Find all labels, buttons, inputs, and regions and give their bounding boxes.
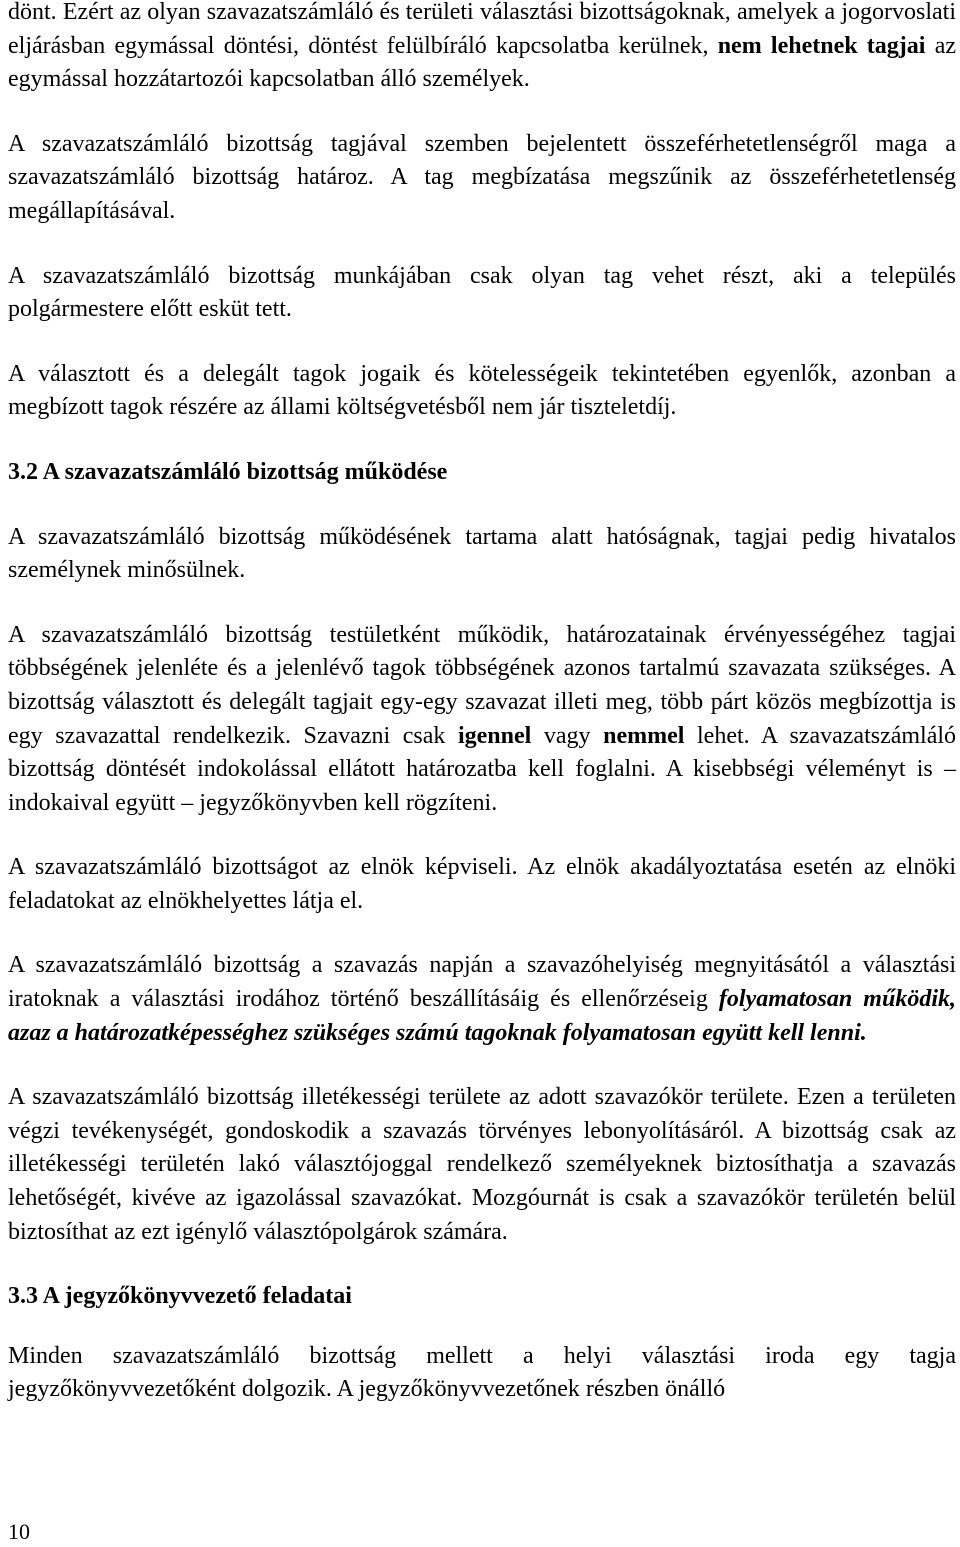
bold-phrase: nem lehetnek tagjai <box>717 32 926 59</box>
paragraph-voting-rules <box>8 619 956 821</box>
text-segment: az egymással hozzátartozói kapcsolatban álló személyek. <box>8 32 957 93</box>
bold-italic-phrase: folyamatosan működik, azaz a határozatképességhez szükséges számú tagoknak folyamatosan együtt kell lenni. <box>8 986 956 1046</box>
bold-phrase-no: nemmel <box>603 722 685 749</box>
paragraph-member-rights: A választott és a delegált tagok jogaik és kötelességeik tekintetében egyenlők, azonban a megbízott tagok részére az állami költségvetésből nem jár tiszteletdíj. <box>8 360 956 421</box>
section-heading-3-2: 3.2 A szavazatszámláló bizottság működése <box>8 458 448 485</box>
document-page <box>8 0 956 1407</box>
text-segment: A szavazatszámláló bizottság testületként működik, határozatainak érvényességéhez tagjai többségének jelenléte és a jelenlévő tagok többségének azonos tartalmú szavazata szükséges. A bizottság választott és delegált tagjait egy-egy szavazat illeti meg, több párt közös megbízottja is egy szavazattal rendelkezik. Szavazni csak <box>8 621 956 749</box>
text-segment: A szavazatszámláló bizottság a szavazás napján a szavazóhelyiség megnyitásától a választási iratoknak a választási irodához történő beszállításáig és ellenőrzéseig <box>8 952 956 1013</box>
paragraph-incompatibility-relatives <box>8 0 956 97</box>
text-segment: vagy <box>543 722 591 749</box>
paragraph-representation: A szavazatszámláló bizottságot az elnök képviseli. Az elnök akadályoztatása esetén az elnöki feladatokat az elnökhelyettes látja el. <box>8 854 956 914</box>
bold-phrase-yes: igennel <box>457 722 532 749</box>
section-heading-3-3: 3.3 A jegyzőkönyvvezető feladatai <box>8 1283 352 1310</box>
text-segment: lehet. A szavazatszámláló bizottság döntését indokolással ellátott határozatba kell foglalni. A kisebbségi véleményt is – indokaival együtt – jegyzőkönyvben kell rögzíteni. <box>8 722 957 816</box>
paragraph-incompatibility-decision: A szavazatszámláló bizottság tagjával szemben bejelentett összeférhetetlenségről maga a szavazatszámláló bizottság határoz. A tag megbízatása megszűnik az összeférhetetlenség megállapításával. <box>8 130 956 224</box>
paragraph-jurisdiction: A szavazatszámláló bizottság illetékességi területe az adott szavazókör területe. Ezen a területen végzi tevékenységét, gondoskodik a szavazás törvényes lebonyolításáról. A bizottság csak az illetékességi területén lakó választójoggal rendelkező személyeknek biztosíthatja a szavazás lehetőségét, kivéve az igazolással szavazókat. Mozgóurnát is csak a szavazókör területén belül biztosíthat az ezt igénylő választópolgárok számára. <box>8 1084 956 1245</box>
paragraph-oath: A szavazatszámláló bizottság munkájában csak olyan tag vehet részt, aki a település polgármestere előtt esküt tett. <box>8 262 956 323</box>
page-number: 10 <box>8 1519 30 1544</box>
text-segment: dönt. Ezért az olyan szavazatszámláló és területi választási bizottságoknak, amelyek a jogorvoslati eljárásban egymással döntési, döntést felülbíráló kapcsolatba kerülnek, <box>8 0 956 59</box>
paragraph-continuous-operation <box>8 949 956 1050</box>
paragraph-authority-status: A szavazatszámláló bizottság működésének tartama alatt hatóságnak, tagjai pedig hivatalos személynek minősülnek. <box>8 523 956 584</box>
paragraph-recorder: Minden szavazatszámláló bizottság mellett a helyi választási iroda egy tagja jegyzőkönyvvezetőként dolgozik. A jegyzőkönyvvezetőnek részben önálló <box>8 1342 956 1403</box>
